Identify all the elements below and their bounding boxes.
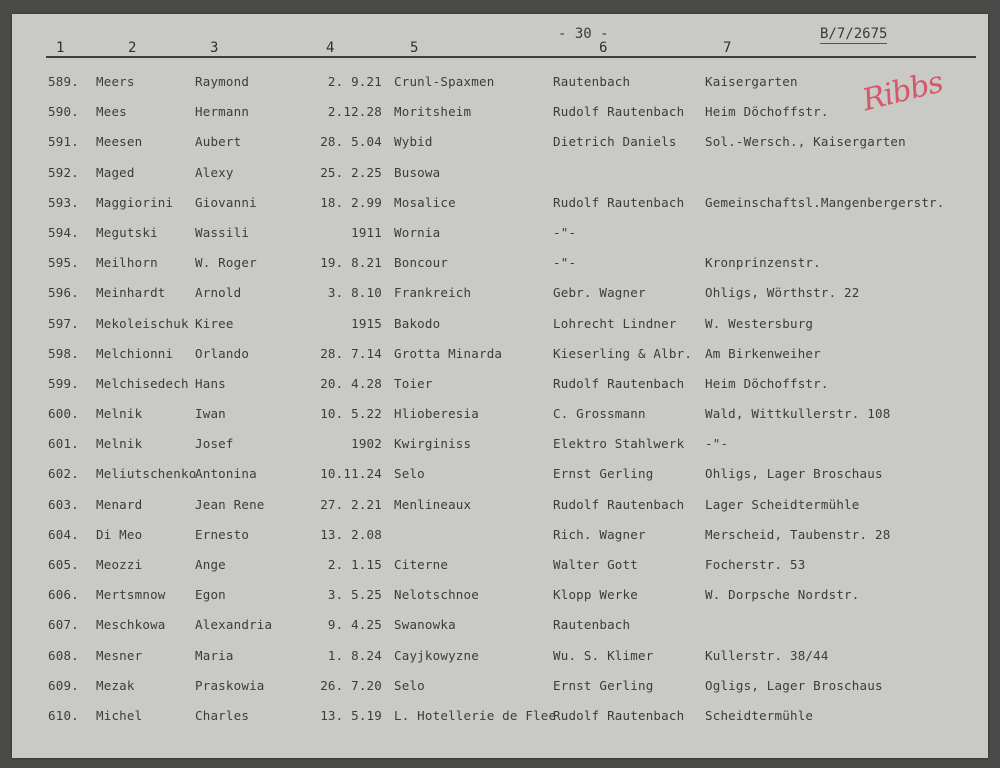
entry-number-cell: 609. [48, 677, 79, 693]
first-name-cell: Maria [195, 647, 234, 663]
column-number-2: 2 [128, 40, 137, 56]
birth-date-cell: 2. 1.15 [327, 557, 382, 572]
table-row [12, 279, 988, 309]
birthplace-cell: Moritsheim [394, 104, 472, 120]
employer-cell: Walter Gott [553, 557, 638, 572]
address-cell: Kronprinzenstr. [705, 255, 821, 271]
address-cell: W. Westersburg [705, 315, 814, 331]
surname-cell: Melchionni [96, 345, 174, 361]
entry-number-cell: 610. [48, 707, 79, 723]
column-number-1: 1 [56, 40, 65, 56]
address-cell: Wald, Wittkullerstr. 108 [705, 406, 891, 422]
entry-number-cell: 606. [48, 587, 79, 603]
address-cell: Sol.-Wersch., Kaisergarten [705, 134, 906, 150]
employer-cell: Rudolf Rautenbach [553, 496, 685, 512]
table-row [12, 249, 988, 279]
address-cell: Scheidtermühle [705, 707, 814, 723]
address-cell: Kaisergarten [705, 74, 798, 89]
entry-number-cell: 608. [48, 647, 79, 663]
column-number-3: 3 [210, 40, 219, 56]
birthplace-cell: Kwirginiss [394, 436, 472, 452]
entry-number-cell: 603. [48, 496, 79, 512]
first-name-cell: Arnold [195, 285, 242, 301]
table-row [12, 219, 988, 249]
address-cell: Am Birkenweiher [705, 345, 821, 361]
birthplace-cell: Citerne [394, 557, 449, 572]
first-name-cell: Hans [195, 375, 226, 391]
birthplace-cell: Crunl-Spaxmen [394, 74, 495, 89]
first-name-cell: Ernesto [195, 526, 250, 542]
employer-cell: Ernst Gerling [553, 466, 654, 482]
entry-number-cell: 591. [48, 134, 79, 150]
first-name-cell: Antonina [195, 466, 257, 482]
first-name-cell: Orlando [195, 345, 250, 361]
first-name-cell: W. Roger [195, 255, 257, 271]
birthplace-cell: Wornia [394, 224, 441, 240]
first-name-cell: Kiree [195, 315, 234, 331]
table-row [12, 611, 988, 641]
document-sheet [12, 14, 988, 758]
employer-cell: -"- [553, 255, 577, 271]
entry-number-cell: 595. [48, 255, 79, 271]
reference-number: B/7/2675 [820, 26, 888, 42]
employer-cell: -"- [553, 224, 577, 240]
page-number: - 30 - [558, 26, 609, 42]
table-row [12, 98, 988, 128]
entry-number-cell: 607. [48, 617, 79, 633]
entry-number-cell: 598. [48, 345, 79, 361]
birthplace-cell: Frankreich [394, 285, 472, 301]
employer-cell: Rudolf Rautenbach [553, 194, 685, 210]
surname-cell: Meschkowa [96, 617, 166, 633]
surname-cell: Melnik [96, 436, 143, 452]
handwritten-signature: Ribbs [858, 64, 947, 119]
surname-cell: Meinhardt [96, 285, 166, 301]
address-cell: W. Dorpsche Nordstr. [705, 587, 860, 603]
table-row [12, 159, 988, 189]
birth-date-cell: 26. 7.20 [320, 677, 382, 693]
table-row [12, 128, 988, 158]
surname-cell: Meliutschenko [96, 466, 197, 482]
employer-cell: Elektro Stahlwerk [553, 436, 685, 452]
address-cell: Merscheid, Taubenstr. 28 [705, 526, 891, 542]
birth-date-cell: 9. 4.25 [327, 617, 382, 633]
surname-cell: Mesner [96, 647, 143, 663]
entry-number-cell: 592. [48, 164, 79, 180]
employer-cell: Rautenbach [553, 617, 631, 633]
address-cell: Ohligs, Lager Broschaus [705, 466, 883, 482]
birth-date-cell: 2. 9.21 [327, 74, 382, 89]
surname-cell: Michel [96, 707, 143, 723]
birthplace-cell: Swanowka [394, 617, 456, 633]
employer-cell: C. Grossmann [553, 406, 646, 422]
first-name-cell: Jean Rene [195, 496, 265, 512]
birth-date-cell: 28. 5.04 [320, 134, 382, 150]
birth-date-cell: 1. 8.24 [327, 647, 382, 663]
header-rule [46, 56, 976, 58]
first-name-cell: Alexandria [195, 617, 273, 633]
employer-cell: Klopp Werke [553, 587, 638, 603]
birthplace-cell: Busowa [394, 164, 441, 180]
birthplace-cell: Grotta Minarda [394, 345, 503, 361]
table-row [12, 189, 988, 219]
address-cell: Focherstr. 53 [705, 557, 806, 572]
surname-cell: Mees [96, 104, 127, 120]
birth-date-cell: 10. 5.22 [320, 406, 382, 422]
entry-number-cell: 597. [48, 315, 79, 331]
surname-cell: Mertsmnow [96, 587, 166, 603]
employer-cell: Rudolf Rautenbach [553, 375, 685, 391]
address-cell: Ohligs, Wörthstr. 22 [705, 285, 860, 301]
first-name-cell: Ange [195, 557, 226, 572]
register-table [12, 68, 988, 732]
birth-date-cell: 1911 [351, 224, 382, 240]
entry-number-cell: 593. [48, 194, 79, 210]
table-row [12, 702, 988, 732]
address-cell: Kullerstr. 38/44 [705, 647, 829, 663]
entry-number-cell: 589. [48, 74, 79, 89]
address-cell: Heim Döchoffstr. [705, 104, 829, 120]
birthplace-cell: Bakodo [394, 315, 441, 331]
table-row [12, 672, 988, 702]
birthplace-cell: Selo [394, 466, 425, 482]
surname-cell: Maged [96, 164, 135, 180]
first-name-cell: Giovanni [195, 194, 257, 210]
column-number-6: 6 [599, 40, 608, 56]
first-name-cell: Hermann [195, 104, 250, 120]
birth-date-cell: 1902 [351, 436, 382, 452]
first-name-cell: Charles [195, 707, 250, 723]
birth-date-cell: 3. 5.25 [327, 587, 382, 603]
first-name-cell: Alexy [195, 164, 234, 180]
employer-cell: Rich. Wagner [553, 526, 646, 542]
surname-cell: Menard [96, 496, 143, 512]
birth-date-cell: 20. 4.28 [320, 375, 382, 391]
surname-cell: Maggiorini [96, 194, 174, 210]
birthplace-cell: Menlineaux [394, 496, 472, 512]
first-name-cell: Wassili [195, 224, 250, 240]
birthplace-cell: Cayjkowyzne [394, 647, 479, 663]
table-row [12, 400, 988, 430]
entry-number-cell: 596. [48, 285, 79, 301]
birth-date-cell: 13. 5.19 [320, 707, 382, 723]
employer-cell: Rudolf Rautenbach [553, 707, 685, 723]
first-name-cell: Iwan [195, 406, 226, 422]
first-name-cell: Egon [195, 587, 226, 603]
birthplace-cell: Mosalice [394, 194, 456, 210]
birth-date-cell: 19. 8.21 [320, 255, 382, 271]
surname-cell: Megutski [96, 224, 158, 240]
surname-cell: Melnik [96, 406, 143, 422]
employer-cell: Kieserling & Albr. [553, 345, 693, 361]
employer-cell: Rautenbach [553, 74, 631, 89]
table-row [12, 521, 988, 551]
employer-cell: Gebr. Wagner [553, 285, 646, 301]
column-number-4: 4 [326, 40, 335, 56]
table-row [12, 340, 988, 370]
birth-date-cell: 25. 2.25 [320, 164, 382, 180]
birth-date-cell: 3. 8.10 [327, 285, 382, 301]
column-number-5: 5 [410, 40, 419, 56]
birthplace-cell: Wybid [394, 134, 433, 150]
birth-date-cell: 13. 2.08 [320, 526, 382, 542]
birthplace-cell: Boncour [394, 255, 449, 271]
table-row [12, 460, 988, 490]
address-cell: -"- [705, 436, 729, 452]
surname-cell: Di Meo [96, 526, 143, 542]
birthplace-cell: L. Hotellerie de Flee [394, 707, 557, 723]
entry-number-cell: 604. [48, 526, 79, 542]
entry-number-cell: 602. [48, 466, 79, 482]
entry-number-cell: 594. [48, 224, 79, 240]
address-cell: Lager Scheidtermühle [705, 496, 860, 512]
employer-cell: Rudolf Rautenbach [553, 104, 685, 120]
entry-number-cell: 600. [48, 406, 79, 422]
surname-cell: Mezak [96, 677, 135, 693]
birth-date-cell: 18. 2.99 [320, 194, 382, 210]
birth-date-cell: 27. 2.21 [320, 496, 382, 512]
first-name-cell: Aubert [195, 134, 242, 150]
table-row [12, 551, 988, 581]
entry-number-cell: 601. [48, 436, 79, 452]
employer-cell: Wu. S. Klimer [553, 647, 654, 663]
first-name-cell: Praskowia [195, 677, 265, 693]
surname-cell: Mekoleischuk [96, 315, 189, 331]
birth-date-cell: 2.12.28 [327, 104, 382, 120]
employer-cell: Dietrich Daniels [553, 134, 677, 150]
surname-cell: Meozzi [96, 557, 143, 572]
address-cell: Gemeinschaftsl.Mangenbergerstr. [705, 194, 945, 210]
table-row [12, 430, 988, 460]
first-name-cell: Raymond [195, 74, 250, 89]
employer-cell: Ernst Gerling [553, 677, 654, 693]
birthplace-cell: Selo [394, 677, 425, 693]
column-number-7: 7 [723, 40, 732, 56]
table-row [12, 68, 988, 98]
surname-cell: Melchisedech [96, 375, 189, 391]
address-cell: Heim Döchoffstr. [705, 375, 829, 391]
surname-cell: Meers [96, 74, 135, 89]
table-row [12, 491, 988, 521]
entry-number-cell: 590. [48, 104, 79, 120]
table-row [12, 642, 988, 672]
birthplace-cell: Nelotschnoe [394, 587, 479, 603]
birthplace-cell: Hlioberesia [394, 406, 479, 422]
surname-cell: Meesen [96, 134, 143, 150]
table-row [12, 310, 988, 340]
employer-cell: Lohrecht Lindner [553, 315, 677, 331]
first-name-cell: Josef [195, 436, 234, 452]
entry-number-cell: 599. [48, 375, 79, 391]
birthplace-cell: Toier [394, 375, 433, 391]
birth-date-cell: 28. 7.14 [320, 345, 382, 361]
table-row [12, 370, 988, 400]
birth-date-cell: 10.11.24 [320, 466, 382, 482]
birth-date-cell: 1915 [351, 315, 382, 331]
address-cell: Ogligs, Lager Broschaus [705, 677, 883, 693]
entry-number-cell: 605. [48, 557, 79, 572]
table-row [12, 581, 988, 611]
surname-cell: Meilhorn [96, 255, 158, 271]
